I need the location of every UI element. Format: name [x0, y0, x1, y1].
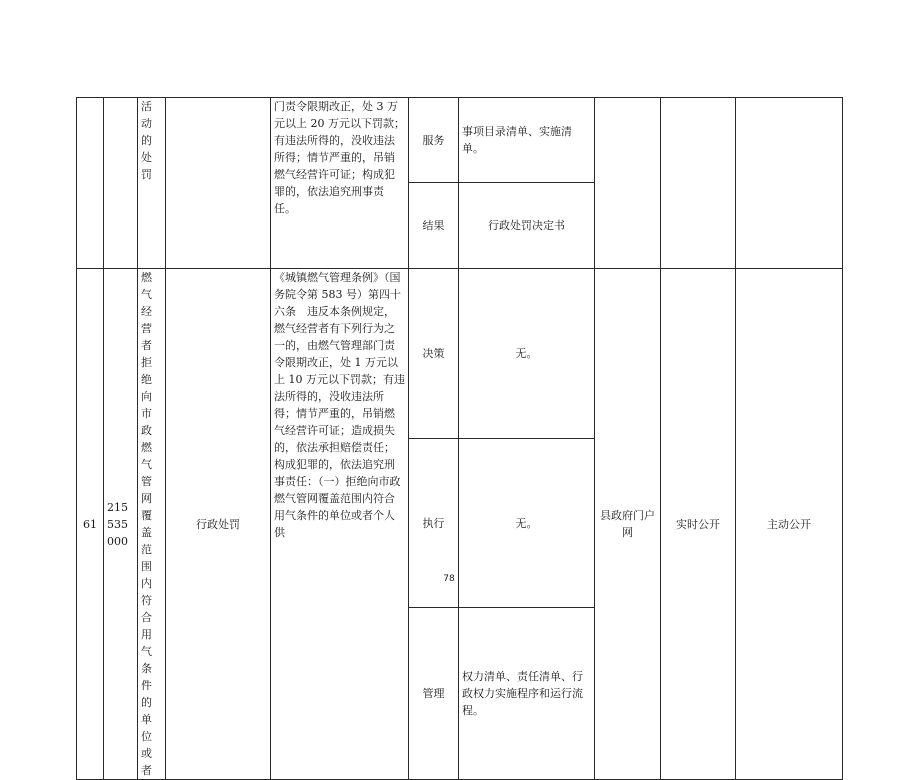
- category-cell: [166, 98, 271, 269]
- table-row: [77, 269, 843, 439]
- stage-cell: 执行: [409, 438, 459, 608]
- mode-cell: [736, 98, 843, 269]
- channel-cell: [595, 98, 661, 269]
- row-number-cell: 61: [77, 269, 104, 780]
- stage-cell: 决策: [409, 269, 459, 439]
- stage-content-cell: 无。: [459, 438, 595, 608]
- timing-cell: 实时公开: [661, 269, 736, 780]
- stage-cell: 服务: [409, 98, 459, 183]
- channel-cell: 县政府门户网: [595, 269, 661, 780]
- item-code-cell: 215535000: [104, 269, 138, 780]
- item-name-cell: 活动的处罚: [138, 98, 166, 269]
- legal-basis-cell: 《城镇燃气管理条例》（国务院令第 583 号）第四十六条 违反本条例规定，燃气经营者有下列行为之一的，由燃气管理部门责令限期改正，处 1 万元以上 10 万元以下罚款；有违法所得的，没收违法所得；情节严重的，吊销燃气经营许可证；造成损失的，依法承担赔偿责任；构成犯罪的，依法追究刑事责任：（一）拒绝向市政燃气管网覆盖范围内符合用气条件的单位或者个人供: [271, 269, 409, 780]
- stage-content-cell: 事项目录清单、实施清单。: [459, 98, 595, 183]
- row-number-cell: [77, 98, 104, 269]
- item-name-cell: 燃气经营者拒绝向市政燃气管网覆盖范围内符合用气条件的单位或者: [138, 269, 166, 780]
- stage-content-cell: 无。: [459, 269, 595, 439]
- table-row: [77, 98, 843, 183]
- stage-content-cell: 行政处罚决定书: [459, 183, 595, 269]
- stage-content-cell: 权力清单、责任清单、行政权力实施程序和运行流程。: [459, 608, 595, 780]
- mode-cell: 主动公开: [736, 269, 843, 780]
- stage-cell: 结果: [409, 183, 459, 269]
- timing-cell: [661, 98, 736, 269]
- stage-cell: 管理: [409, 608, 459, 780]
- category-cell: 行政处罚: [166, 269, 271, 780]
- page-number: 78: [443, 574, 455, 584]
- legal-basis-cell: 门责令限期改正，处 3 万元以上 20 万元以下罚款；有违法所得的，没收违法所得；情节严重的，吊销燃气经营许可证；构成犯罪的，依法追究刑事责任。: [271, 98, 409, 269]
- item-code-cell: [104, 98, 138, 269]
- disclosure-table: [76, 97, 843, 780]
